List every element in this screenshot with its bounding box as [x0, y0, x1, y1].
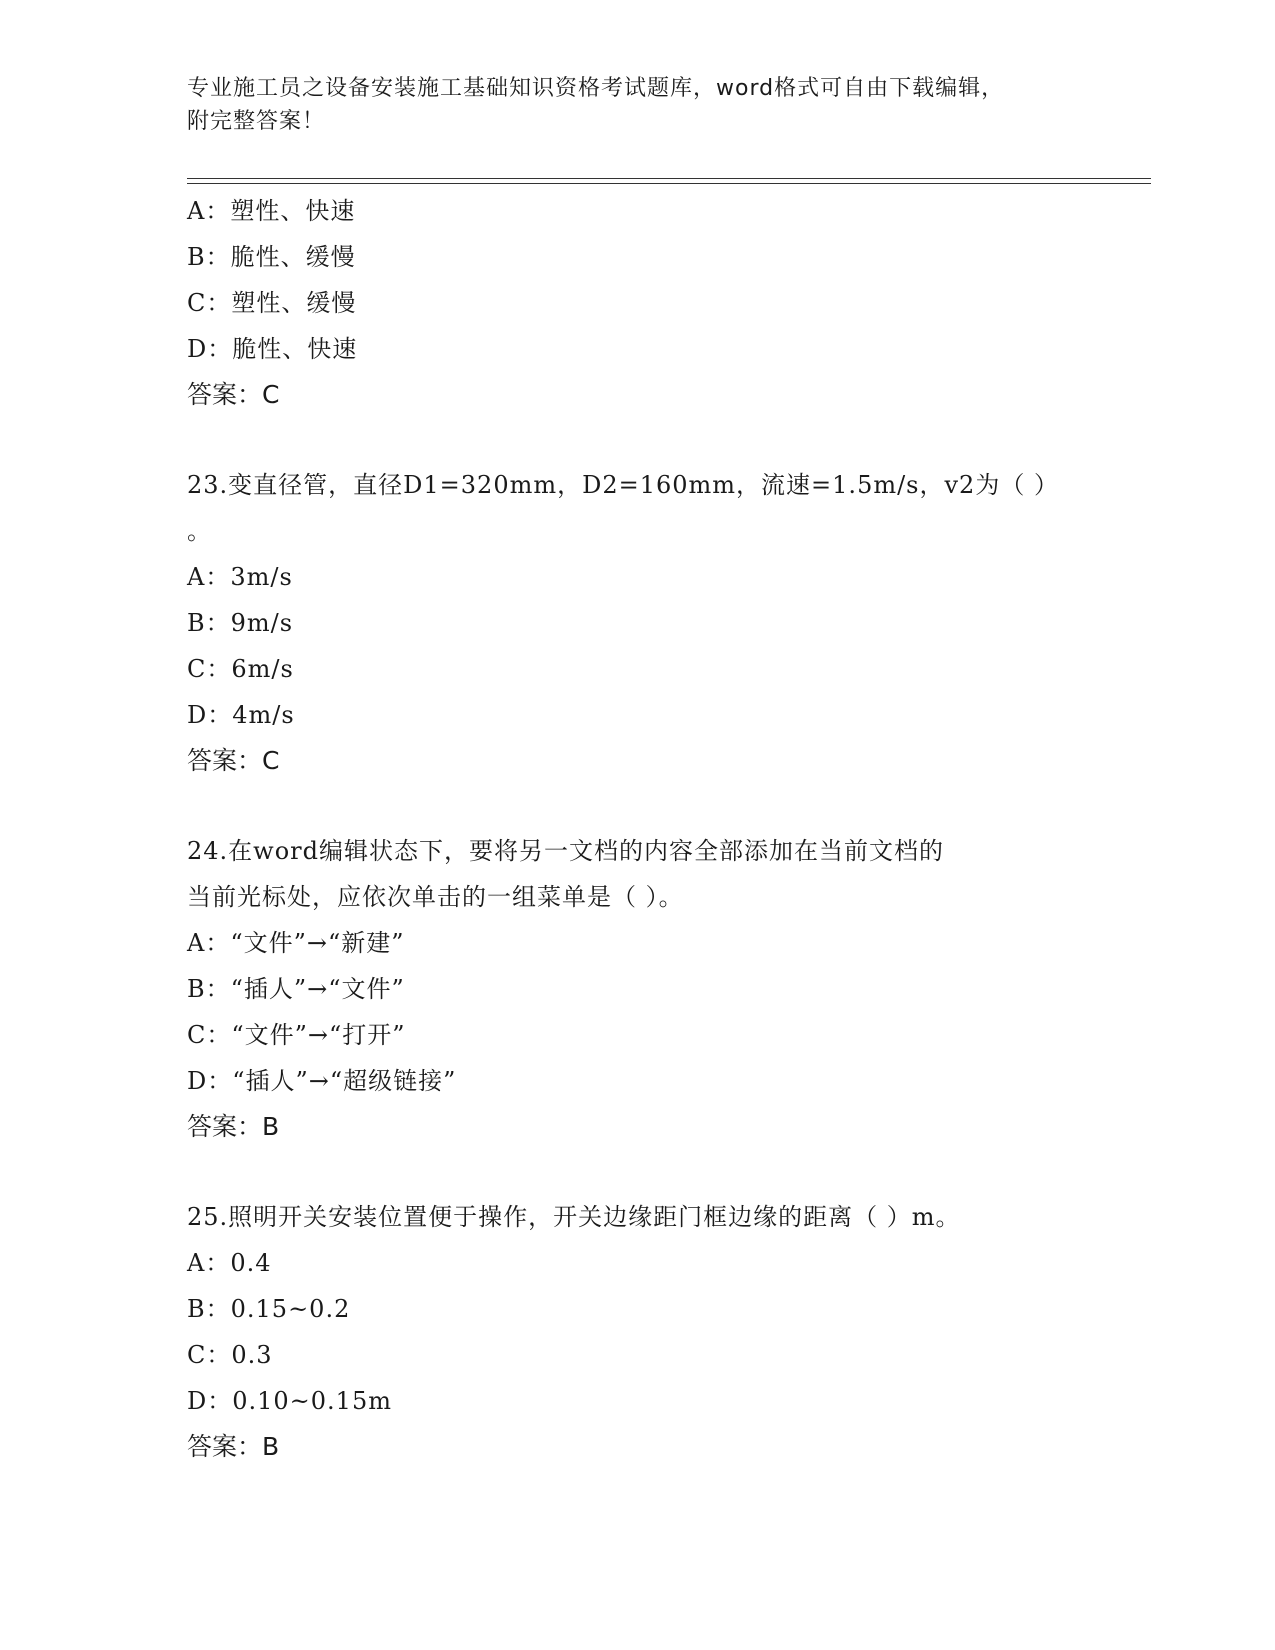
option-d: D：4m/s	[187, 701, 295, 729]
option-c: C：0.3	[187, 1341, 273, 1369]
option-c: C：塑性、缓慢	[187, 289, 357, 317]
header-divider-bottom	[187, 183, 1151, 184]
question-text-line-2: 。	[187, 517, 212, 545]
spacer	[187, 418, 1087, 462]
question-23-block	[187, 462, 1087, 784]
spacer	[187, 1150, 1087, 1194]
document-header	[187, 72, 1067, 138]
question-text-line-1: 25.照明开关安装位置便于操作，开关边缘距门框边缘的距离（ ）m。	[187, 1203, 961, 1231]
spacer	[187, 784, 1087, 828]
question-24-block	[187, 828, 1087, 1150]
question-22-block	[187, 188, 1087, 418]
header-line-2: 附完整答案！	[187, 109, 326, 134]
answer-line: 答案：B	[187, 1112, 280, 1141]
question-text-line-1: 23.变直径管，直径D1=320mm，D2=160mm，流速=1.5m/s，v2为（ ）	[187, 471, 1059, 499]
option-a: A：塑性、快速	[187, 197, 356, 225]
option-a: A：0.4	[187, 1249, 272, 1277]
option-d: D：“插人”→“超级链接”	[187, 1067, 457, 1095]
question-text-line-1: 24.在word编辑状态下，要将另一文档的内容全部添加在当前文档的	[187, 837, 944, 865]
question-text-line-2: 当前光标处，应依次单击的一组菜单是（ ）。	[187, 883, 684, 911]
option-d: D：0.10~0.15m	[187, 1387, 392, 1415]
answer-line: 答案：B	[187, 1432, 280, 1461]
answer-line: 答案：C	[187, 380, 280, 409]
option-b: B：9m/s	[187, 609, 294, 637]
option-c: C：6m/s	[187, 655, 294, 683]
answer-line: 答案：C	[187, 746, 280, 775]
option-b: B：“插人”→“文件”	[187, 975, 405, 1003]
header-divider-top	[187, 178, 1151, 179]
option-d: D：脆性、快速	[187, 335, 358, 363]
question-content	[187, 188, 1087, 1470]
option-b: B：脆性、缓慢	[187, 243, 356, 271]
header-line-1: 专业施工员之设备安装施工基础知识资格考试题库，word格式可自由下载编辑，	[187, 76, 1005, 101]
option-c: C：“文件”→“打开”	[187, 1021, 406, 1049]
option-a: A：“文件”→“新建”	[187, 929, 405, 957]
option-a: A：3m/s	[187, 563, 293, 591]
question-25-block	[187, 1194, 1087, 1470]
option-b: B：0.15~0.2	[187, 1295, 351, 1323]
